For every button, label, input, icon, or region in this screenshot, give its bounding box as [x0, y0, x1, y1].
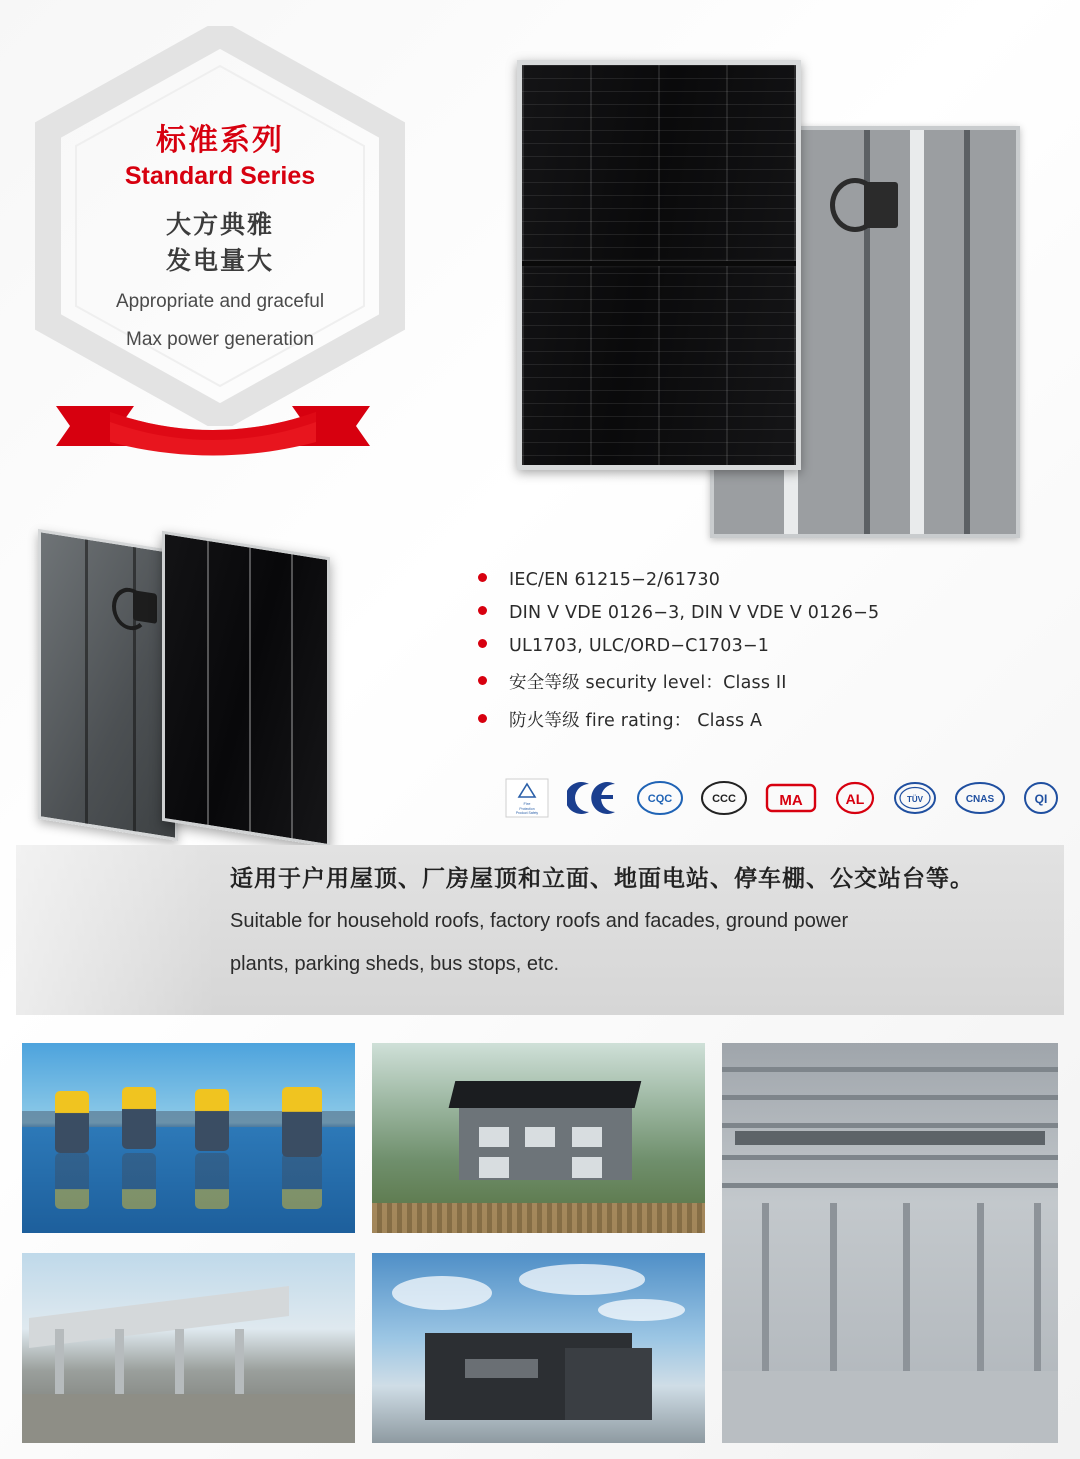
- application-en-line2: plants, parking sheds, bus stops, etc.: [230, 952, 560, 975]
- badge-text-block: [10, 122, 430, 353]
- panel-center-gap: [522, 261, 796, 266]
- tilted-solar-panel-pair: [30, 530, 350, 860]
- photo-carport-canopy: [22, 1253, 355, 1443]
- badge-en-title: Standard Series: [124, 161, 316, 190]
- bullet-icon: [478, 714, 487, 723]
- certification-logo-strip: [505, 775, 1048, 821]
- ccc-logo-icon: [701, 778, 747, 818]
- svg-text:AL: AL: [845, 791, 865, 807]
- application-en-line1: Suitable for household roofs, factory roofs and facades, ground power: [230, 909, 849, 932]
- qi-logo-icon: [1023, 778, 1059, 818]
- bullet-icon: [478, 639, 487, 648]
- svg-text:QI: QI: [1034, 792, 1048, 806]
- certification-text: DIN V VDE 0126−3, DIN V VDE V 0126−5: [509, 603, 880, 623]
- solar-panel-front-black: [517, 60, 801, 470]
- svg-text:Protection: Protection: [519, 807, 535, 811]
- certification-text: IEC/EN 61215−2/61730: [509, 570, 721, 590]
- application-photo-grid: [22, 1043, 1058, 1443]
- photo-workers-on-water: [22, 1043, 355, 1233]
- badge-cn-sub-line2: 发电量大: [165, 245, 274, 275]
- red-ribbon-icon: [48, 402, 378, 462]
- certification-text: 防火等级 fire rating： Class A: [509, 711, 763, 731]
- certification-list: [478, 570, 1038, 745]
- bullet-icon: [478, 676, 487, 685]
- certification-text: UL1703, ULC/ORD−C1703−1: [509, 636, 770, 656]
- ce-logo-icon: [567, 778, 619, 818]
- svg-text:CNAS: CNAS: [965, 794, 995, 805]
- tuv-logo-icon: [893, 778, 937, 818]
- svg-text:MA: MA: [779, 792, 803, 809]
- application-cn-text: 适用于户用屋顶、厂房屋顶和立面、地面电站、停车棚、公交站台等。: [230, 866, 974, 892]
- svg-text:Fire: Fire: [523, 801, 531, 806]
- al-logo-icon: [835, 778, 875, 818]
- badge-en-sub-line1: Appropriate and graceful: [115, 291, 325, 313]
- list-item: [478, 669, 1038, 694]
- list-item: [478, 707, 1038, 732]
- svg-text:CQC: CQC: [647, 793, 673, 805]
- badge-en-sub-line2: Max power generation: [126, 328, 314, 350]
- application-text-block: [230, 862, 1020, 983]
- bullet-icon: [478, 606, 487, 615]
- photo-house-solar-roof: [372, 1043, 705, 1233]
- badge-cn-sub-line1: 大方典雅: [165, 210, 274, 240]
- fire-protection-logo-icon: [505, 778, 549, 818]
- svg-text:TÜV: TÜV: [907, 795, 923, 804]
- list-item: [478, 603, 1038, 623]
- cqc-logo-icon: [637, 778, 683, 818]
- junction-box-icon: [864, 182, 898, 228]
- bullet-icon: [478, 573, 487, 582]
- photo-modern-building: [372, 1253, 705, 1443]
- list-item: [478, 636, 1038, 656]
- tilted-junction-box-icon: [133, 590, 157, 624]
- cnas-logo-icon: [955, 778, 1005, 818]
- tilted-panel-front: [162, 531, 330, 848]
- photo-factory-interior: [722, 1043, 1058, 1443]
- ma-logo-icon: [765, 778, 817, 818]
- badge-cn-title: 标准系列: [156, 123, 284, 158]
- solar-panel-front-back-pair: [505, 60, 1045, 550]
- tilted-panel-back: [38, 529, 178, 841]
- list-item: [478, 570, 1038, 590]
- svg-text:Product Safety: Product Safety: [515, 811, 539, 815]
- certification-text: 安全等级 security level：Class II: [509, 673, 787, 693]
- svg-text:CCC: CCC: [712, 793, 736, 805]
- standard-series-badge: [10, 18, 430, 448]
